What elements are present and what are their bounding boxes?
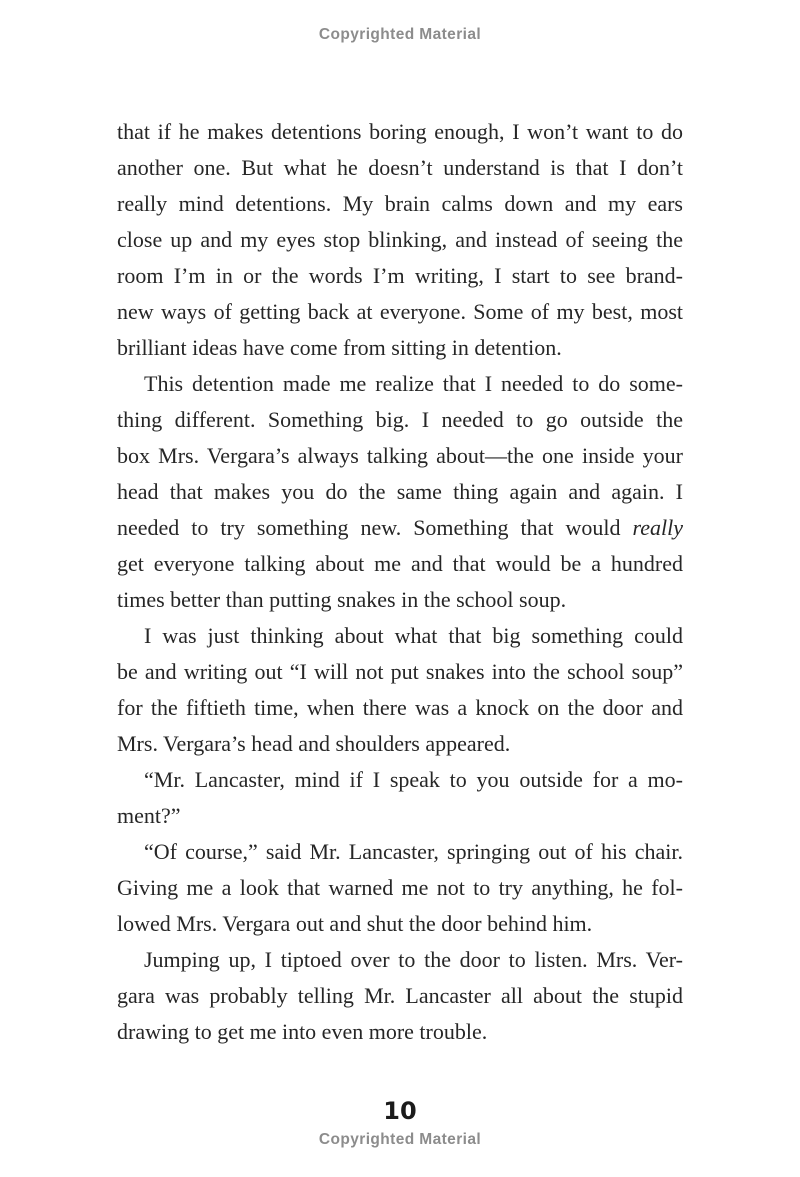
text-line: close up and my eyes stop blinking, and instead of seeing the (117, 227, 683, 252)
text-line: be and writing out “I will not put snakes into the school soup” (117, 659, 683, 684)
copyright-notice-top: Copyrighted Material (318, 26, 482, 43)
text-line: Mrs. Vergara’s head and shoulders appeared. (117, 731, 511, 756)
text-line: “Mr. Lancaster, mind if I speak to you outside for a mo- (144, 767, 683, 792)
text-line: drawing to get me into even more trouble. (117, 1019, 488, 1044)
text-line: get everyone talking about me and that would be a hundred (117, 551, 683, 576)
text-line: another one. But what he doesn’t understand is that I don’t (117, 155, 683, 180)
text-line: This detention made me realize that I needed to do some- (144, 371, 683, 396)
text-line: room I’m in or the words I’m writing, I start to see brand- (117, 263, 683, 288)
text-line: head that makes you do the same thing again and again. I (117, 479, 683, 504)
text-line: box Mrs. Vergara’s always talking about—the one inside your (117, 443, 683, 468)
text-line: times better than putting snakes in the school soup. (117, 587, 567, 612)
text-line: thing different. Something big. I needed to go outside the (117, 407, 683, 432)
text-line: “Of course,” said Mr. Lancaster, springing out of his chair. (144, 839, 683, 864)
text-line: Jumping up, I tiptoed over to the door to listen. Mrs. Ver- (144, 947, 683, 972)
text-line: that if he makes detentions boring enough, I won’t want to do (117, 119, 683, 144)
copyright-notice-bottom: Copyrighted Material (318, 1131, 482, 1148)
text-line: ment?” (117, 803, 181, 828)
body-text (117, 114, 683, 1050)
text-line: for the fiftieth time, when there was a knock on the door and (117, 695, 683, 720)
text-line: I was just thinking about what that big something could (144, 623, 683, 648)
text-line: new ways of getting back at everyone. Some of my best, most (117, 299, 683, 324)
text-line: gara was probably telling Mr. Lancaster all about the stupid (117, 983, 683, 1008)
text-line: needed to try something new. Something that would really (117, 515, 683, 540)
text-line: Giving me a look that warned me not to try anything, he fol- (117, 875, 683, 900)
text-line: lowed Mrs. Vergara out and shut the door behind him. (117, 911, 593, 936)
text-line: really mind detentions. My brain calms down and my ears (117, 191, 683, 216)
page-number: 10 (383, 1097, 417, 1125)
text-line: brilliant ideas have come from sitting in detention. (117, 335, 562, 360)
